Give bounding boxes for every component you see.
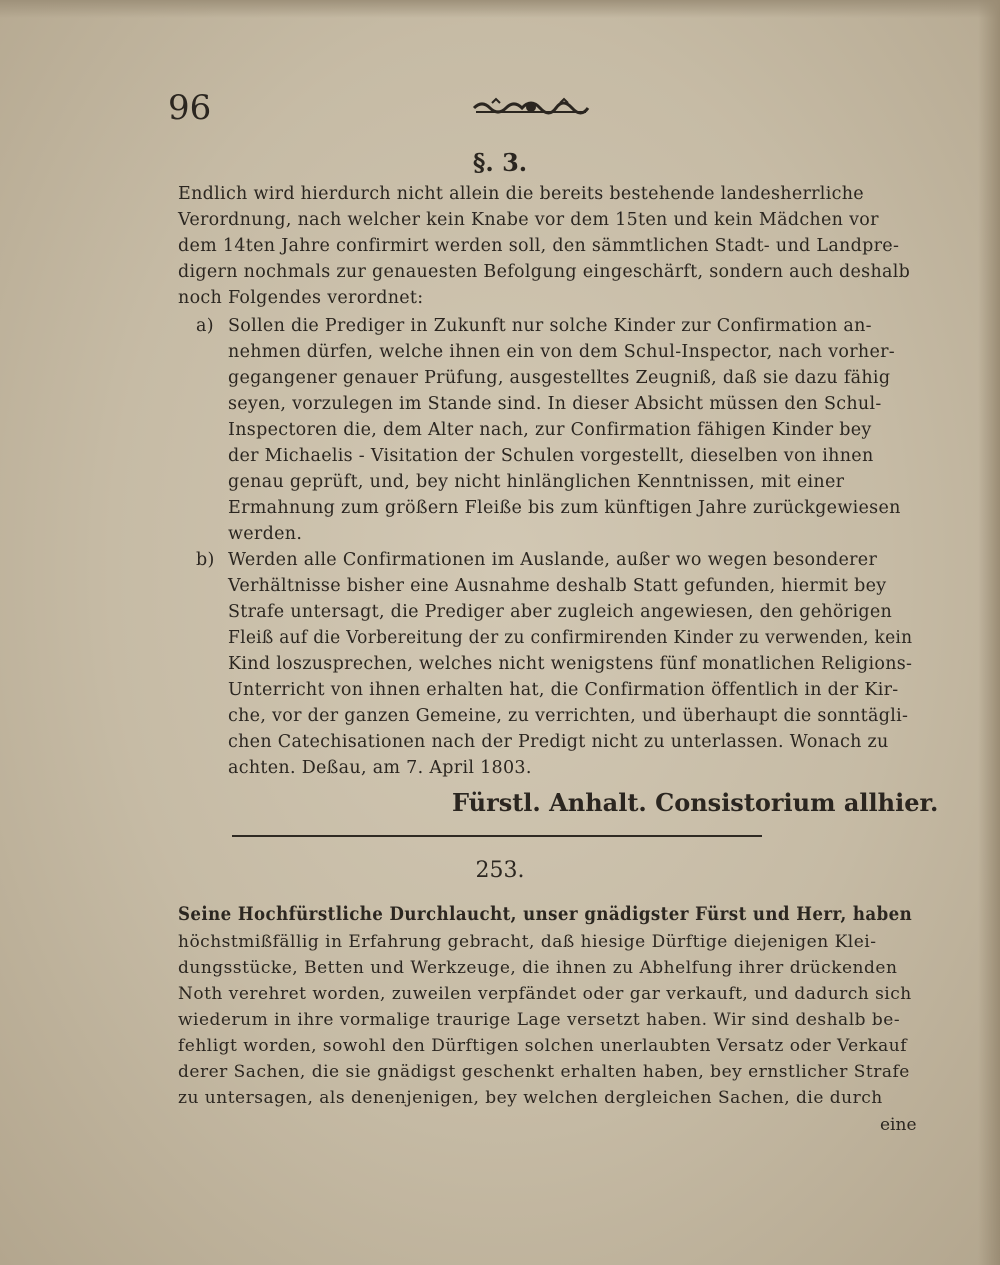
page-number: 96 [168, 88, 212, 128]
section-divider [232, 835, 762, 837]
item-marker: b) [196, 550, 215, 570]
text-line: höchstmißfällig in Erfahrung gebracht, daß hiesige Dürftige diejenigen Klei- [178, 932, 877, 952]
text-line: Strafe untersagt, die Prediger aber zugleich angewiesen, den gehörigen [228, 602, 893, 622]
text-line: dem 14ten Jahre confirmirt werden soll, den sämmtlichen Stadt- und Landpre- [178, 236, 900, 256]
text-line: Werden alle Confirmationen im Auslande, außer wo wegen besonderer [228, 550, 878, 570]
text-line: che, vor der ganzen Gemeine, zu verrichten, und überhaupt die sonntägli- [228, 706, 909, 726]
item-marker: a) [196, 316, 214, 336]
text-line: zu untersagen, als denenjenigen, bey welchen dergleichen Sachen, die durch [178, 1088, 883, 1108]
text-line: achten. Deßau, am 7. April 1803. [228, 758, 532, 778]
signature: Fürstl. Anhalt. Consistorium allhier. [452, 788, 939, 817]
text-line: wiederum in ihre vormalige traurige Lage versetzt haben. Wir sind deshalb be- [178, 1010, 901, 1030]
text-line: Kind loszusprechen, welches nicht wenigstens fünf monatlichen Religions- [228, 654, 913, 674]
ordinance-number: 253. [475, 858, 525, 883]
text-line: noch Folgendes verordnet: [178, 288, 424, 308]
text-line: chen Catechisationen nach der Predigt nicht zu unterlassen. Wonach zu [228, 732, 889, 752]
decorative-ornament-icon [472, 94, 590, 120]
catchword: eine [880, 1115, 917, 1135]
text-line: Seine Hochfürstliche Durchlaucht, unser gnädigster Fürst und Herr, haben [178, 903, 913, 925]
text-line: gegangener genauer Prüfung, ausgestelltes Zeugniß, daß sie dazu fähig [228, 368, 891, 388]
text-line: Inspectoren die, dem Alter nach, zur Confirmation fähigen Kinder bey [228, 420, 872, 440]
text-line: werden. [228, 524, 303, 544]
text-line: Unterricht von ihnen erhalten hat, die Confirmation öffentlich in der Kir- [228, 680, 899, 700]
text-line: fehligt worden, sowohl den Dürftigen solchen unerlaubten Versatz oder Verkauf [178, 1036, 908, 1056]
text-line: Fleiß auf die Vorbereitung der zu confirmirenden Kinder zu verwenden, kein [228, 628, 913, 648]
text-line: seyen, vorzulegen im Stande sind. In dieser Absicht müssen den Schul- [228, 394, 882, 414]
text-line: digern nochmals zur genauesten Befolgung eingeschärft, sondern auch deshalb [178, 262, 911, 282]
text-line: nehmen dürfen, welche ihnen ein von dem Schul-Inspector, nach vorher- [228, 342, 895, 362]
text-line: Verhältnisse bisher eine Ausnahme deshalb Statt gefunden, hiermit bey [228, 576, 887, 596]
text-line: der Michaelis - Visitation der Schulen vorgestellt, dieselben von ihnen [228, 446, 874, 466]
text-line: Verordnung, nach welcher kein Knabe vor dem 15ten und kein Mädchen vor [178, 210, 879, 230]
text-line: Ermahnung zum größern Fleiße bis zum künftigen Jahre zurückgewiesen [228, 498, 901, 518]
section-heading: §. 3. [472, 148, 528, 177]
text-line: genau geprüft, und, bey nicht hinlänglichen Kenntnissen, mit einer [228, 472, 845, 492]
text-line: derer Sachen, die sie gnädigst geschenkt erhalten haben, bey ernstlicher Strafe [178, 1062, 910, 1082]
text-line: dungsstücke, Betten und Werkzeuge, die ihnen zu Abhelfung ihrer drückenden [178, 958, 898, 978]
text-line: Endlich wird hierdurch nicht allein die bereits bestehende landesherrliche [178, 184, 864, 204]
text-line: Noth verehret worden, zuweilen verpfändet oder gar verkauft, und dadurch sich [178, 984, 912, 1004]
text-line: Sollen die Prediger in Zukunft nur solche Kinder zur Confirmation an- [228, 316, 872, 336]
